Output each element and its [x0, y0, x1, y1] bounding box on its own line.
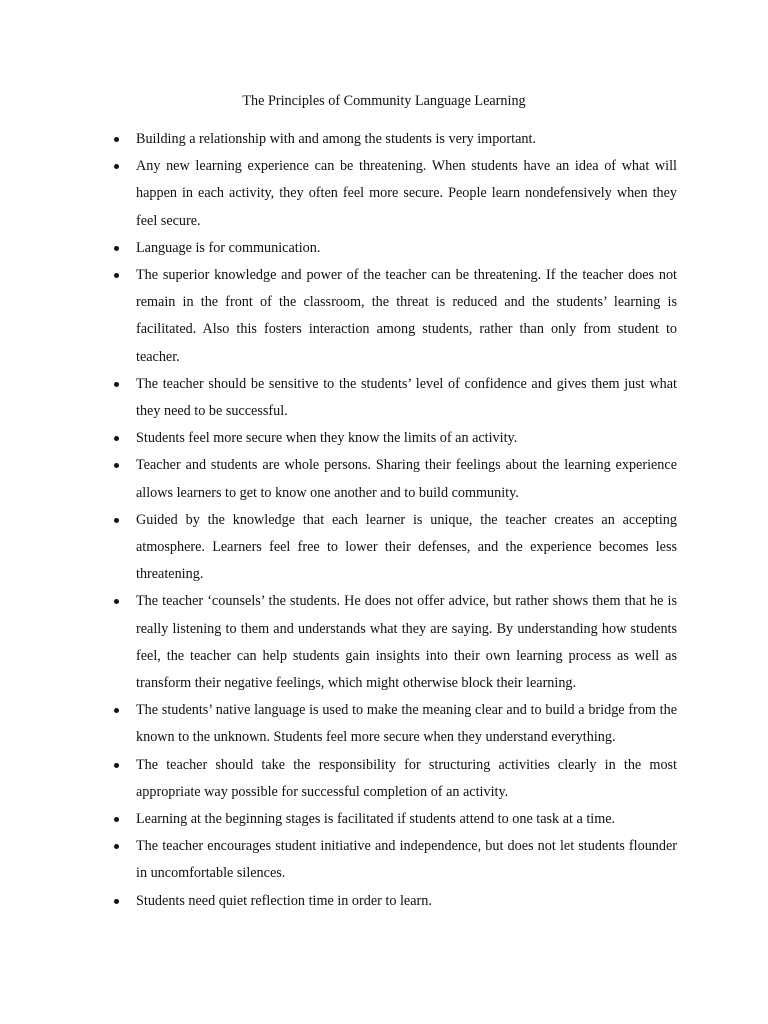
bullet-icon	[114, 708, 119, 713]
list-item	[0, 888, 768, 915]
bullet-icon	[114, 518, 119, 523]
list-item	[0, 588, 768, 697]
bullet-icon	[114, 273, 119, 278]
list-item	[0, 507, 768, 589]
list-item-text: Language is for communication.	[136, 239, 321, 256]
bullet-icon	[114, 246, 119, 251]
bullet-icon	[114, 436, 119, 441]
list-item-text: The students’ native language is used to make the meaning clear and to build a bridge from the known to the unknown. Students feel more secure when they understand everything.	[136, 702, 677, 746]
bullet-icon	[114, 817, 119, 822]
bullet-icon	[114, 599, 119, 604]
page-title: The Principles of Community Language Learning	[242, 93, 526, 109]
list-item	[0, 452, 768, 506]
list-item	[0, 235, 768, 262]
list-item-text: Building a relationship with and among the students is very important.	[136, 131, 536, 147]
bullet-icon	[114, 463, 119, 468]
list-item-text: Guided by the knowledge that each learner is unique, the teacher creates an accepting atmosphere. Learners feel free to lower their defenses, and the experience becomes less threatening.	[136, 511, 677, 583]
list-item	[0, 153, 768, 235]
list-item-text: The teacher encourages student initiative and independence, but does not let students flounder in uncomfortable silences.	[136, 838, 677, 882]
list-item	[0, 833, 768, 887]
list-item-text: Any new learning experience can be threatening. When students have an idea of what will happen in each activity, they often feel more secure. People learn nondefensively when they feel secure.	[136, 158, 677, 229]
bullet-icon	[114, 763, 119, 768]
list-item-text: Teacher and students are whole persons. Sharing their feelings about the learning experience allows learners to get to know one another and to build community.	[136, 457, 677, 501]
bullet-icon	[114, 137, 119, 142]
bullet-icon	[114, 382, 119, 387]
list-item-text: The teacher should be sensitive to the students’ level of confidence and gives them just what they need to be successful.	[136, 375, 677, 420]
list-item-text: Learning at the beginning stages is facilitated if students attend to one task at a time.	[136, 811, 616, 828]
list-item	[0, 126, 768, 153]
bullet-icon	[114, 164, 119, 169]
list-item-text: The teacher should take the responsibility for structuring activities clearly in the most appropriate way possible for successful completion of an activity.	[136, 756, 677, 800]
list-item-text: The superior knowledge and power of the teacher can be threatening. If the teacher does not remain in the front of the classroom, the threat is reduced and the students’ learning is facilitated. Also this fosters interaction among students, rather than only from student to teacher.	[136, 267, 677, 365]
list-item	[0, 371, 768, 425]
list-item-text: Students need quiet reflection time in order to learn.	[136, 892, 432, 909]
principles-list	[0, 126, 768, 915]
bullet-icon	[114, 844, 119, 849]
list-item-text: Students feel more secure when they know the limits of an activity.	[136, 430, 518, 447]
list-item	[0, 806, 768, 833]
bullet-icon	[114, 899, 119, 904]
list-item	[0, 752, 768, 806]
list-item	[0, 697, 768, 751]
list-item-text: The teacher ‘counsels’ the students. He does not offer advice, but rather shows them that he is really listening to them and understands what they are saying. By understanding how students feel, the teacher can help students gain insights into their own learning process as well as transform their negative feelings, which might otherwise block their learning.	[136, 593, 677, 692]
list-item	[0, 262, 768, 371]
list-item	[0, 425, 768, 452]
